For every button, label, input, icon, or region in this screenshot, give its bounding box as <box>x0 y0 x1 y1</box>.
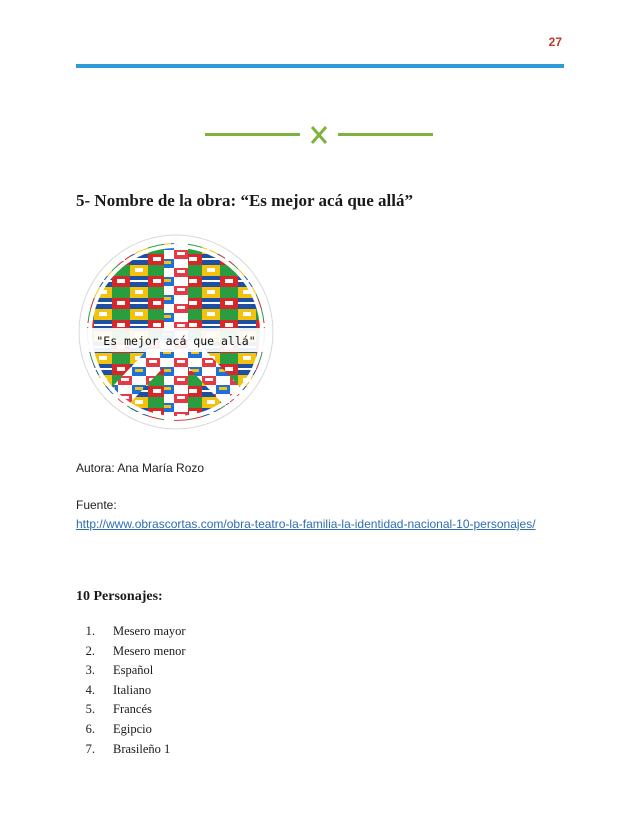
header-rule <box>76 64 564 68</box>
character-name: Brasileño 1 <box>113 741 171 756</box>
peace-sign-icon <box>76 232 276 432</box>
cross-icon <box>309 124 329 146</box>
logo-caption: "Es mejor acá que allá" <box>96 334 256 348</box>
page-number: 27 <box>548 35 562 49</box>
character-name: Egipcio <box>113 721 152 736</box>
characters-heading: 10 Personajes: <box>76 589 163 604</box>
list-item: 4. Italiano <box>85 682 152 697</box>
ornament-bar-left <box>205 133 300 136</box>
list-item: 5. Francés <box>85 702 152 717</box>
list-item: 2. Mesero menor <box>85 643 186 658</box>
list-item: 7. Brasileño 1 <box>85 741 171 756</box>
character-name: Mesero mayor <box>113 624 186 638</box>
play-title: 5- Nombre de la obra: “Es mejor acá que allá” <box>76 191 413 210</box>
source-link[interactable]: http://www.obrascortas.com/obra-teatro-la-familia-la-identidad-nacional-10-personajes/ <box>76 517 536 531</box>
character-name: Español <box>113 663 154 678</box>
source-label: Fuente: <box>76 498 117 512</box>
peace-flags-logo <box>76 232 276 432</box>
list-item: 1. Mesero mayor <box>85 624 186 638</box>
character-name: Mesero menor <box>113 643 186 658</box>
characters-list <box>76 622 186 759</box>
character-name: Italiano <box>113 682 152 697</box>
list-item: 3. Español <box>85 663 154 678</box>
section-ornament <box>205 124 433 146</box>
author-line: Autora: Ana María Rozo <box>76 461 205 475</box>
ornament-bar-right <box>338 133 433 136</box>
character-name: Francés <box>113 702 152 717</box>
list-item: 6. Egipcio <box>85 721 152 736</box>
